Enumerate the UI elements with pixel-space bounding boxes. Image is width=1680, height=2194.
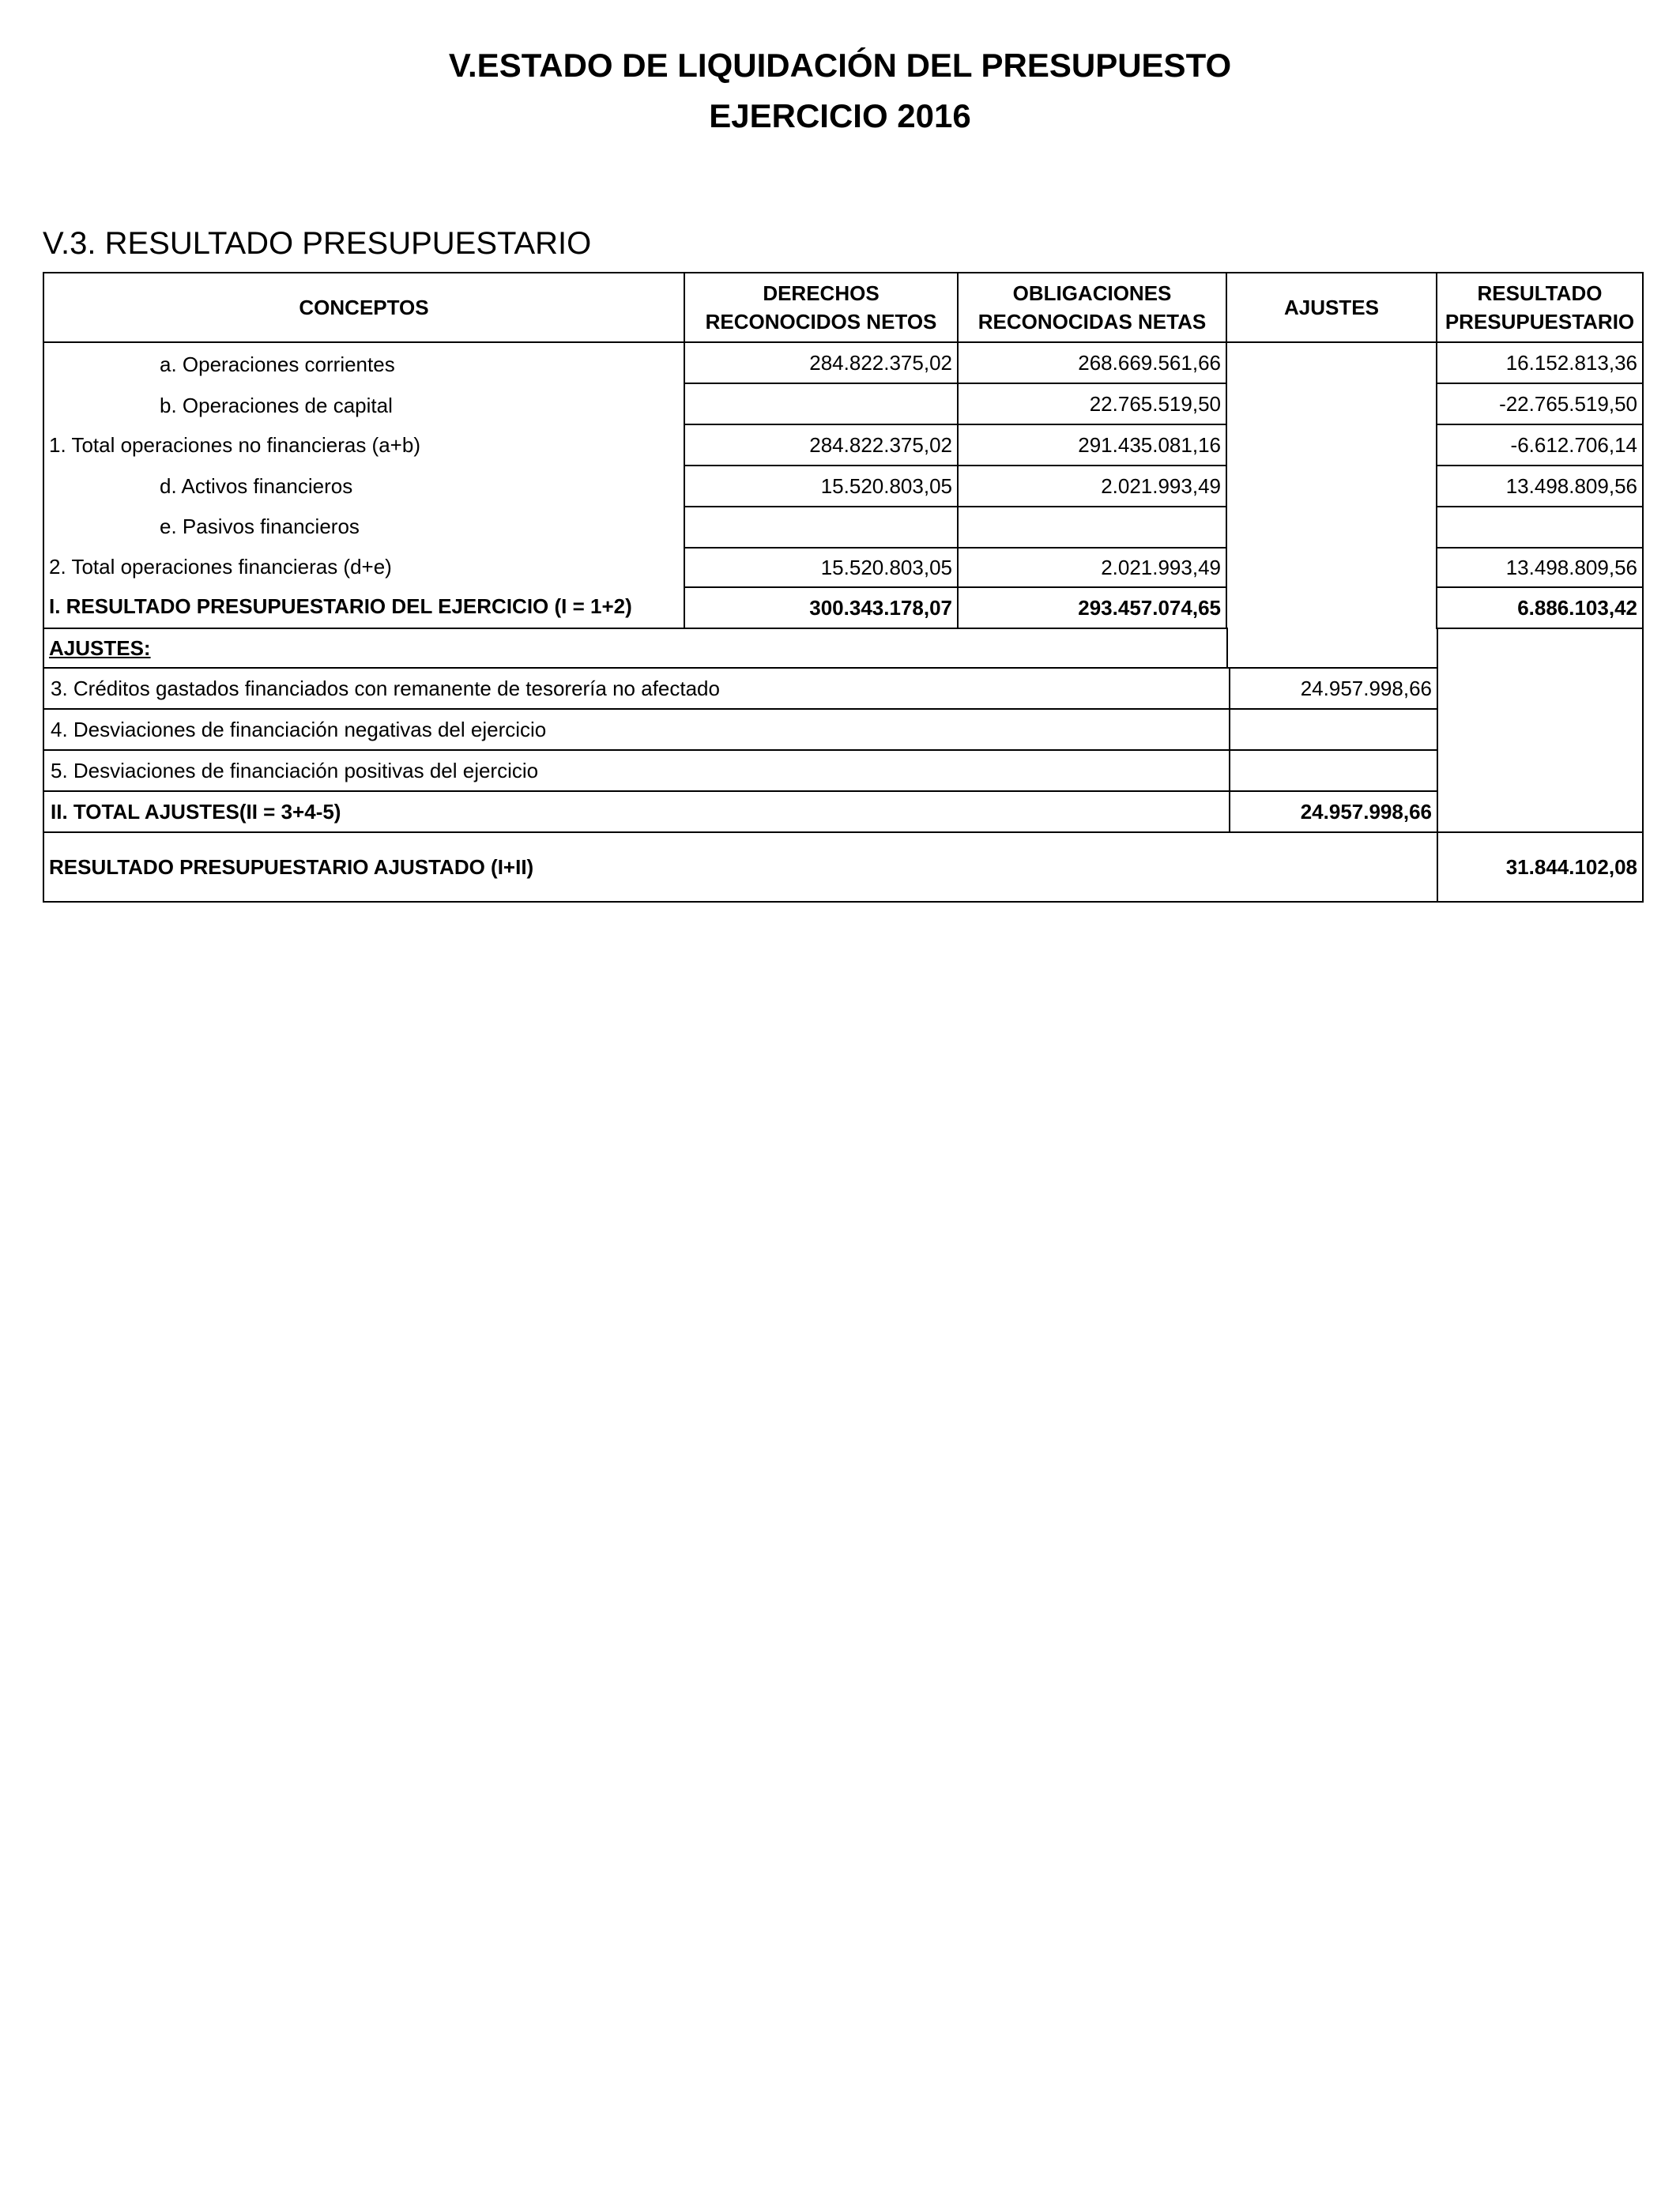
derechos-row-b: [684, 383, 959, 425]
concept-row-b: b. Operaciones de capital: [160, 393, 393, 417]
ajustes-heading: AJUSTES:: [49, 635, 151, 660]
obligaciones-row-e: [957, 506, 1227, 548]
resultado-row-b: -22.765.519,50: [1436, 383, 1644, 425]
concept-row-I: I. RESULTADO PRESUPUESTARIO DEL EJERCICIO (I = 1+2): [49, 594, 632, 618]
ajuste-row-4-value: [1229, 708, 1438, 751]
obligaciones-row-d: 2.021.993,49: [957, 465, 1227, 507]
resultado-row-e: [1436, 506, 1644, 548]
obligaciones-row-b: 22.765.519,50: [957, 383, 1227, 425]
concept-row-e: e. Pasivos financieros: [160, 514, 360, 538]
concept-row-d: d. Activos financieros: [160, 473, 353, 498]
header-resultado: RESULTADO PRESUPUESTARIO: [1436, 272, 1644, 343]
resultado-row-I: 6.886.103,42: [1436, 586, 1644, 629]
resultado-row-a: 16.152.813,36: [1436, 341, 1644, 384]
ajuste-row-5-concept: 5. Desviaciones de financiación positivas del ejercicio: [43, 749, 1230, 792]
document-title: V.ESTADO DE LIQUIDACIÓN DEL PRESUPUESTO: [448, 47, 1232, 84]
resultado-ajustes-blank: [1437, 628, 1644, 833]
obligaciones-row-2: 2.021.993,49: [957, 547, 1227, 588]
ajuste-row-II-value: 24.957.998,66: [1229, 790, 1438, 833]
ajuste-row-3-value: 24.957.998,66: [1229, 667, 1438, 710]
ajuste-row-4-concept: 4. Desviaciones de financiación negativas del ejercicio: [43, 708, 1230, 751]
concept-row-1: 1. Total operaciones no financieras (a+b): [49, 432, 420, 457]
header-obligaciones: OBLIGACIONES RECONOCIDAS NETAS: [957, 272, 1227, 343]
ajustes-column-frame: [1226, 341, 1437, 629]
derechos-row-2: 15.520.803,05: [684, 547, 959, 588]
derechos-row-e: [684, 506, 959, 548]
ajuste-row-3-concept: 3. Créditos gastados financiados con remanente de tesorería no afectado: [43, 667, 1230, 710]
header-conceptos: CONCEPTOS: [43, 272, 685, 343]
final-concept: RESULTADO PRESUPUESTARIO AJUSTADO (I+II): [49, 854, 534, 879]
document-subtitle: EJERCICIO 2016: [709, 97, 971, 134]
ajuste-row-II-concept: II. TOTAL AJUSTES(II = 3+4-5): [43, 790, 1230, 833]
concept-row-a: a. Operaciones corrientes: [160, 352, 395, 376]
obligaciones-row-1: 291.435.081,16: [957, 424, 1227, 466]
derechos-row-1: 284.822.375,02: [684, 424, 959, 466]
ajuste-row-5-value: [1229, 749, 1438, 792]
ajustes-heading-frame: [43, 628, 1228, 669]
concept-row-2: 2. Total operaciones financieras (d+e): [49, 554, 392, 579]
header-ajustes: AJUSTES: [1226, 272, 1437, 343]
resultado-row-d: 13.498.809,56: [1436, 465, 1644, 507]
resultado-row-2: 13.498.809,56: [1436, 547, 1644, 588]
derechos-row-d: 15.520.803,05: [684, 465, 959, 507]
obligaciones-row-I: 293.457.074,65: [957, 586, 1227, 629]
resultado-row-1: -6.612.706,14: [1436, 424, 1644, 466]
derechos-row-a: 284.822.375,02: [684, 341, 959, 384]
header-derechos: DERECHOS RECONOCIDOS NETOS: [684, 272, 959, 343]
section-heading: V.3. RESULTADO PRESUPUESTARIO: [43, 226, 592, 261]
obligaciones-row-a: 268.669.561,66: [957, 341, 1227, 384]
final-value: 31.844.102,08: [1437, 831, 1644, 903]
derechos-row-I: 300.343.178,07: [684, 586, 959, 629]
